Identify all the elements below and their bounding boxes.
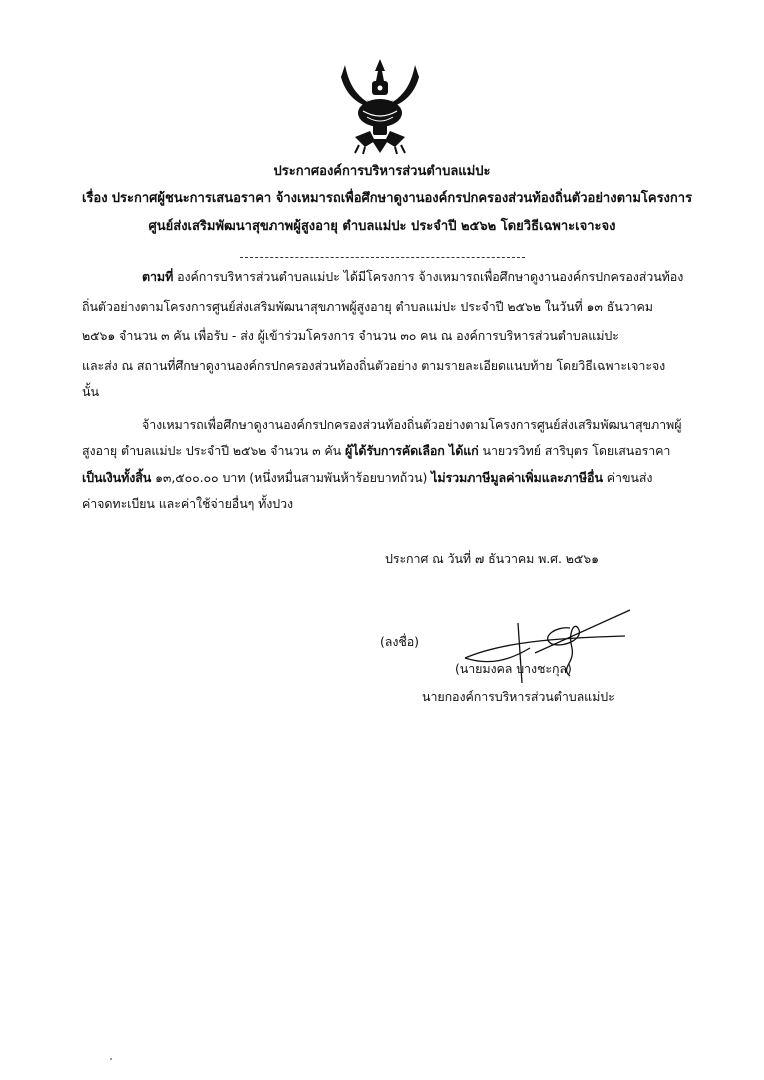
paragraph1-text-1: องค์การบริหารส่วนตำบลแม่ปะ ได้มีโครงการ จ้างเหมารถเพื่อศึกษาดูงานองค์กรปกครองส่วนท้อง [177, 269, 684, 284]
paragraph1-line-1 [142, 268, 683, 286]
paragraph1-line-4: และส่ง ณ สถานที่ศึกษาดูงานองค์กรปกครองส่วนท้องถิ่นตัวอย่าง ตามรายละเอียดแนบท้าย โดยวิธีเฉพาะเจาะจง [82, 358, 666, 373]
paragraph1-line-3: ๒๕๖๑ จำนวน ๓ คัน เพื่อรับ - ส่ง ผู้เข้าร่วมโครงการ จำนวน ๓๐ คน ณ องค์การบริหารส่วนตำบลแม่ปะ [82, 328, 619, 343]
paragraph2-text-2a: สูงอายุ ตำบลแม่ปะ ประจำปี ๒๕๖๒ จำนวน ๓ คัน [82, 443, 345, 458]
paragraph1-lead: ตามที่ [142, 269, 174, 284]
signatory-name: (นายมงคล บางชะกุล) [455, 661, 572, 676]
divider [240, 257, 525, 258]
paragraph2-line-2 [82, 442, 670, 460]
shipping-note: ค่าขนส่ง [602, 470, 653, 485]
subject-line-2: ศูนย์ส่งเสริมพัฒนาสุขภาพผู้สูงอายุ ตำบลแม่ปะ ประจำปี ๒๕๖๒ โดยวิธีเฉพาะเจาะจง [148, 219, 616, 234]
signatory-position: นายกองค์การบริหารส่วนตำบลแม่ปะ [422, 689, 615, 704]
scan-speck [110, 1058, 112, 1060]
selected-vendor-label: ผู้ได้รับการคัดเลือก ได้แก่ [345, 443, 479, 458]
page-title: ประกาศองค์การบริหารส่วนตำบลแม่ปะ [273, 164, 491, 179]
subject-label: เรื่อง [82, 191, 108, 206]
paragraph1-line-5: นั้น [82, 384, 99, 399]
selected-vendor-name: นายวรวิทย์ สาริบุตร โดยเสนอราคา [478, 443, 671, 458]
subject-line-1 [82, 190, 692, 208]
announcement-date: ประกาศ ณ วันที่ ๗ ธันวาคม พ.ศ. ๒๕๖๑ [385, 551, 599, 566]
sign-label: (ลงชื่อ) [380, 634, 419, 649]
paragraph2-line-3 [82, 469, 652, 487]
tax-exclusion-note: ไม่รวมภาษีมูลค่าเพิ่มและภาษีอื่น [431, 470, 603, 485]
paragraph2-line-1: จ้างเหมารถเพื่อศึกษาดูงานองค์กรปกครองส่วนท้องถิ่นตัวอย่างตามโครงการศูนย์ส่งเสริมพัฒนาสุขภาพผู้ [142, 417, 682, 432]
garuda-emblem-icon [335, 55, 425, 155]
total-amount-label: เป็นเงินทั้งสิ้น [82, 470, 152, 485]
paragraph1-line-2: ถิ่นตัวอย่างตามโครงการศูนย์ส่งเสริมพัฒนาสุขภาพผู้สูงอายุ ตำบลแม่ปะ ประจำปี ๒๕๖๒ ในวันที่ ๑๓ ธันวาคม [82, 299, 653, 314]
paragraph2-line-4: ค่าจดทะเบียน และค่าใช้จ่ายอื่นๆ ทั้งปวง [82, 496, 294, 511]
total-amount-value: ๑๓,๕๐๐.๐๐ บาท (หนึ่งหมื่นสามพันห้าร้อยบาทถ้วน) [151, 470, 432, 485]
subject-text-1: ประกาศผู้ชนะการเสนอราคา จ้างเหมารถเพื่อศึกษาดูงานองค์กรปกครองส่วนท้องถิ่นตัวอย่างตามโครงการ [111, 191, 693, 206]
